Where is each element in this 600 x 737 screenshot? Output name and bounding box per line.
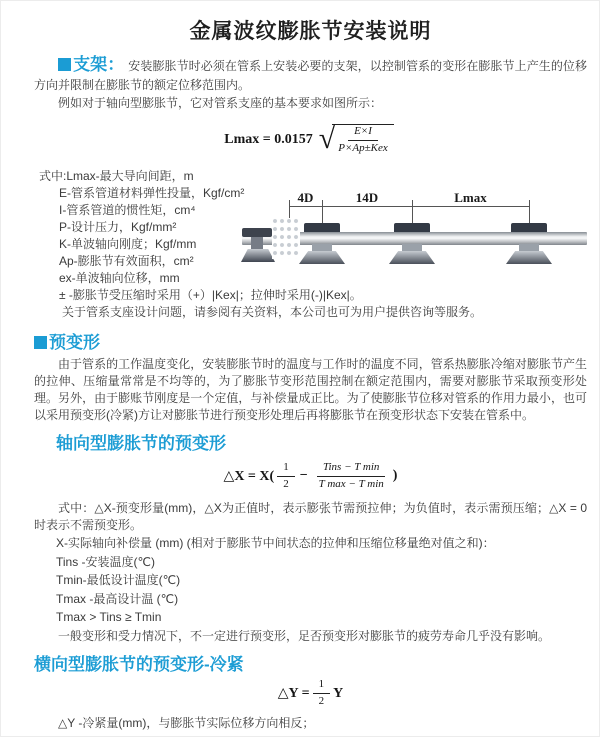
- formula-axial-temp-fraction: [313, 461, 390, 492]
- dim-label-4d: 4D: [297, 190, 314, 205]
- section-heading-support: [58, 55, 124, 74]
- temp-denominator: T max − T min: [318, 477, 384, 490]
- dimension-line: [289, 206, 530, 207]
- definition-line: ex-单波轴向位移，mm: [59, 271, 180, 285]
- half-numerator: 1: [277, 461, 295, 477]
- axial-definition-line: Tmin-最低设计温度(℃): [56, 573, 181, 587]
- definition-line: ± -膨胀节受压缩时采用（+）|Kex|；拉伸时采用(-)|Kex|。: [59, 288, 362, 302]
- support-example-paragraph: 例如对于轴向型膨胀节，它对管系支座的基本要求如图所示：: [58, 96, 383, 110]
- guide-base: [506, 251, 552, 264]
- anchor-stem: [251, 237, 263, 250]
- dim-label-14d: 14D: [355, 190, 379, 205]
- page-title: 金属波纹膨胀节安装说明: [189, 20, 432, 43]
- support-intro-paragraph: [34, 55, 587, 95]
- section-heading-predeform: [34, 332, 587, 354]
- formula-lmax-denominator: P×Ap±Kex: [338, 142, 388, 154]
- formula-axial-lhs: △X = X(: [223, 468, 275, 484]
- definition-line: P-设计压力，Kgf/mm²: [59, 220, 177, 234]
- guide-cap: [394, 223, 430, 232]
- anchor-bar: [242, 228, 272, 237]
- section-heading-predeform-label: 预变形: [49, 333, 100, 352]
- sqrt-symbol: √: [318, 122, 336, 155]
- axial-definition-line: Tmax > Tins ≥ Tmin: [56, 610, 162, 624]
- definition-line: 关于管系支座设计问题，请参阅有关资料，本公司也可为用户提供咨询等服务。: [62, 305, 483, 319]
- dim-label-lmax: Lmax: [454, 190, 487, 205]
- subheading-axial: 轴向型膨胀节的预变形: [56, 434, 226, 453]
- half-denominator: 2: [318, 695, 325, 707]
- axial-note: 一般变形和受力情况下，不一定进行预变形，足否预变形对膨胀节的疲劳寿命几乎没有影响。: [58, 628, 551, 643]
- section-heading-support-label: 支架：: [73, 55, 125, 74]
- formula-lmax-lhs: Lmax = 0.0157: [224, 132, 313, 147]
- guide-saddle: [519, 244, 539, 251]
- axial-definition-line: Tins -安装温度(℃): [56, 554, 156, 569]
- definitions-and-diagram: [34, 164, 587, 330]
- formula-lateral-lhs: △Y =: [277, 686, 310, 701]
- guide-support-2: [389, 223, 435, 265]
- blue-square-icon: [58, 58, 71, 71]
- axial-explanation: 式中：△X-预变形量(mm)，△X为正值时，表示膨张节需预拉伸；为负值时，表示需预压缩；△X = 0时表示不需预变形。: [34, 501, 587, 532]
- half-numerator: 1: [313, 678, 331, 694]
- definition-line: K-单波轴向刚度；Kgf/mm: [59, 237, 197, 251]
- formula-axial: [34, 458, 587, 494]
- formula-lmax-numerator: E×I: [348, 125, 378, 141]
- formula-lateral-rhs: Y: [333, 685, 344, 701]
- guide-saddle: [402, 244, 422, 251]
- predeform-paragraph: 由于管系的工作温度变化，安装膨胀节时的温度与工作时的温度不同，管系热膨胀冷缩对膨胀节产生的拉伸、压缩量常常是不均等的，为了膨胀节变形范围控制在额定范围内，需要对膨胀节采取预变形处理。另外，由于膨账节刚度是一个定值，与补偿量成正比。为了使膨胀节位移对管系的作用力最小，也可以采用预变形(冷紧)方让对膨胀节进行预变形处理后再将膨胀节在预变形状态下安装在管系中。: [34, 357, 587, 422]
- subheading-lateral: 横向型膨胀节的预变形-冷紧: [34, 654, 244, 674]
- axial-definition-line: X-实际轴向补偿量 (mm) (相对于膨胀节中间状态的拉伸和压缩位移量绝对值之和)：: [56, 536, 495, 550]
- guide-support-1: [299, 223, 345, 265]
- minus-sign: −: [299, 468, 308, 483]
- lateral-note: △Y -冷紧量(mm)，与膨胀节实际位移方向相反；: [58, 715, 315, 730]
- support-intro-text: 安装膨胀节时必须在管系上安装必要的支架，以控制管系的变形在膨胀节上产生的位移方向并限制在膨胀节的额定位移范围内。: [34, 59, 587, 92]
- temp-numerator: Tins − T min: [317, 461, 385, 477]
- pipe-support-diagram: [242, 192, 587, 287]
- formula-lmax-fraction: [332, 124, 394, 156]
- formula-lmax: [34, 120, 587, 160]
- axial-definition-line: Tmax -最高设计温 (℃): [56, 591, 179, 606]
- bellows-coils: [272, 218, 300, 259]
- definition-line: 式中:Lmax-最大导向间距，m: [39, 169, 194, 183]
- axial-definitions: [34, 534, 587, 627]
- formula-axial-half: [277, 461, 295, 492]
- formula-lateral: [34, 679, 587, 709]
- blue-square-icon: [34, 336, 47, 349]
- guide-base: [389, 251, 435, 264]
- half-denominator: 2: [283, 477, 289, 490]
- definition-line: E-管系管道材料弹性投量，Kgf/cm²: [59, 186, 245, 200]
- guide-saddle: [312, 244, 332, 251]
- anchor-base: [241, 249, 275, 262]
- definition-line: I-管系管道的惯性矩，cm⁴: [59, 203, 196, 217]
- guide-cap: [511, 223, 547, 232]
- guide-base: [299, 251, 345, 264]
- formula-lateral-half: [313, 678, 331, 709]
- guide-support-3: [506, 223, 552, 265]
- definition-line: Ap-膨胀节有效面积，cm²: [59, 254, 194, 268]
- guide-cap: [304, 223, 340, 232]
- closing-paren: ): [392, 468, 398, 483]
